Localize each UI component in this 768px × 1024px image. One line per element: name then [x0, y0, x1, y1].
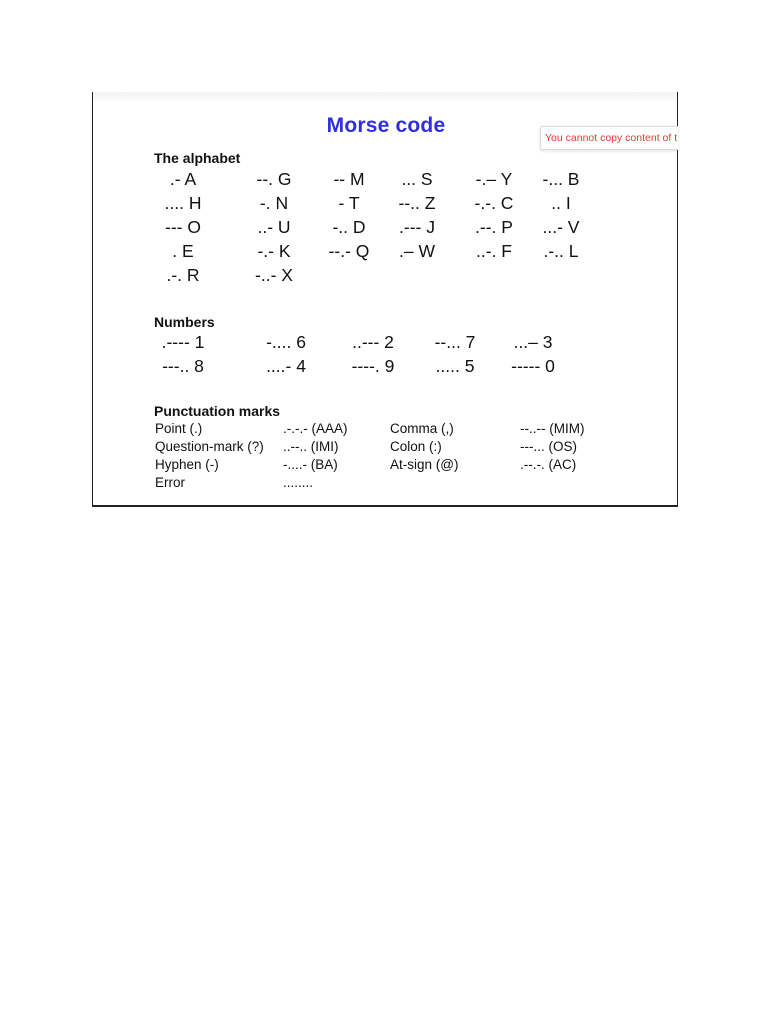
- punctuation-cell: -....- (BA): [283, 457, 338, 472]
- punctuation-cell: ---... (OS): [520, 439, 577, 454]
- punctuation-cell: ........: [283, 475, 314, 490]
- alphabet-code: -... B: [542, 169, 580, 189]
- number-code: --... 7: [434, 332, 476, 352]
- alphabet-code: -- M: [333, 169, 365, 189]
- alphabet-code: .-. R: [166, 265, 200, 285]
- alphabet-code: . E: [172, 241, 194, 261]
- number-code: ..... 5: [435, 356, 475, 376]
- alphabet-code: -.-. C: [474, 193, 514, 213]
- alphabet-code: ...- V: [542, 217, 580, 237]
- alphabet-code: .- A: [169, 169, 197, 189]
- alphabet-code: ..-. F: [476, 241, 512, 261]
- alphabet-code: --. G: [256, 169, 292, 189]
- alphabet-code: ..- U: [257, 217, 291, 237]
- alphabet-code: .--. P: [475, 217, 513, 237]
- alphabet-code: .. I: [551, 193, 571, 213]
- number-code: ----. 9: [351, 356, 395, 376]
- punctuation-cell: --..-- (MIM): [520, 421, 585, 436]
- page-title: Morse code: [326, 114, 446, 137]
- alphabet-code: -..- X: [255, 265, 293, 285]
- punctuation-cell: Comma (,): [390, 421, 454, 436]
- numbers-heading: Numbers: [154, 314, 215, 330]
- number-code: -.... 6: [266, 332, 306, 352]
- punctuation-cell: .--.-. (AC): [520, 457, 577, 472]
- alphabet-code: -.- K: [257, 241, 291, 261]
- alphabet-code: .– W: [399, 241, 435, 261]
- number-code: ----- 0: [511, 356, 555, 376]
- alphabet-code: .--- J: [399, 217, 435, 237]
- punctuation-cell: At-sign (@): [390, 457, 459, 472]
- alphabet-code: -. N: [259, 193, 289, 213]
- punctuation-cell: Question-mark (?): [155, 439, 264, 454]
- morse-code-slide: [92, 92, 678, 507]
- punctuation-cell: Point (.): [155, 421, 203, 436]
- number-code: .---- 1: [161, 332, 205, 352]
- alphabet-code: --.- Q: [328, 241, 370, 261]
- number-code: ...– 3: [513, 332, 553, 352]
- punctuation-cell: .-.-.- (AAA): [283, 421, 348, 436]
- punctuation-heading: Punctuation marks: [154, 403, 281, 419]
- punctuation-cell: Hyphen (-): [155, 457, 219, 472]
- alphabet-code: - T: [338, 193, 360, 213]
- alphabet-heading: The alphabet: [154, 150, 241, 166]
- punctuation-cell: Error: [155, 475, 185, 490]
- alphabet-code: .... H: [164, 193, 202, 213]
- alphabet-code: --- O: [165, 217, 201, 237]
- alphabet-code: --.. Z: [398, 193, 436, 213]
- punctuation-cell: ..--.. (IMI): [283, 439, 339, 454]
- number-code: ..--- 2: [352, 332, 394, 352]
- alphabet-code: -.. D: [332, 217, 366, 237]
- alphabet-code: ... S: [401, 169, 433, 189]
- alphabet-code: -.– Y: [475, 169, 513, 189]
- number-code: ---.. 8: [162, 356, 204, 376]
- copy-protection-notice: You cannot copy content of t: [540, 126, 678, 150]
- number-code: ....- 4: [266, 356, 306, 376]
- alphabet-code: .-.. L: [543, 241, 579, 261]
- punctuation-cell: Colon (:): [390, 439, 442, 454]
